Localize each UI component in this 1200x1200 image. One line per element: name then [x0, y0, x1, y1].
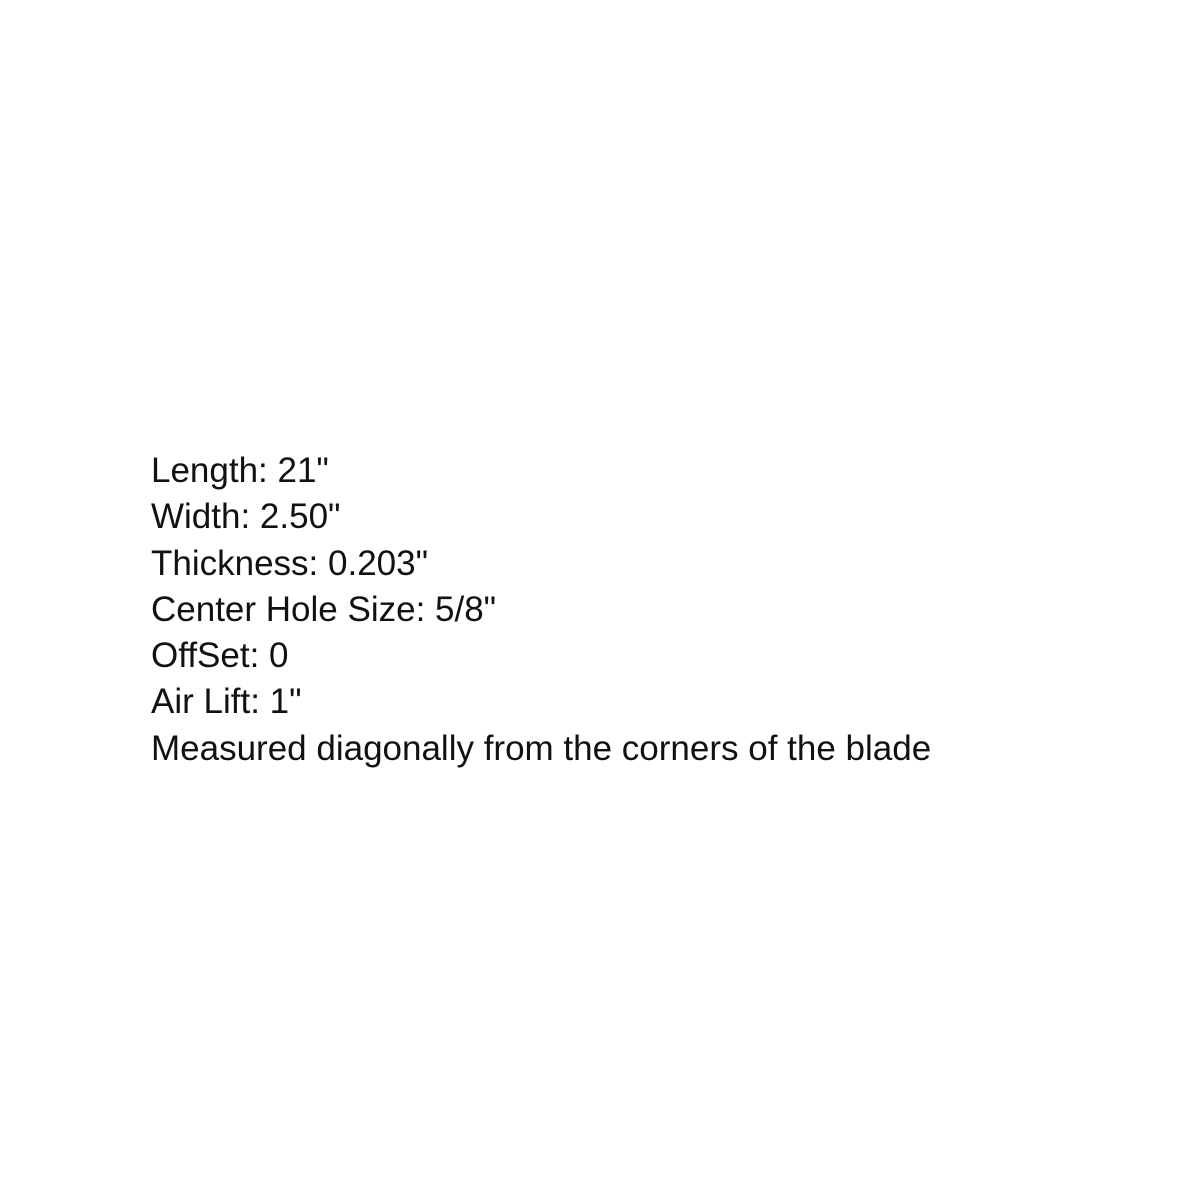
spec-thickness: Thickness: 0.203" — [151, 543, 429, 583]
spec-center-hole-size: Center Hole Size: 5/8" — [151, 589, 497, 629]
measurement-note: Measured diagonally from the corners of the blade — [151, 728, 932, 768]
spec-width: Width: 2.50" — [151, 497, 341, 537]
spec-list — [151, 448, 931, 772]
spec-length: Length: 21" — [151, 451, 329, 490]
spec-offset: OffSet: 0 — [151, 636, 289, 676]
spec-air-lift: Air Lift: 1" — [151, 682, 302, 722]
